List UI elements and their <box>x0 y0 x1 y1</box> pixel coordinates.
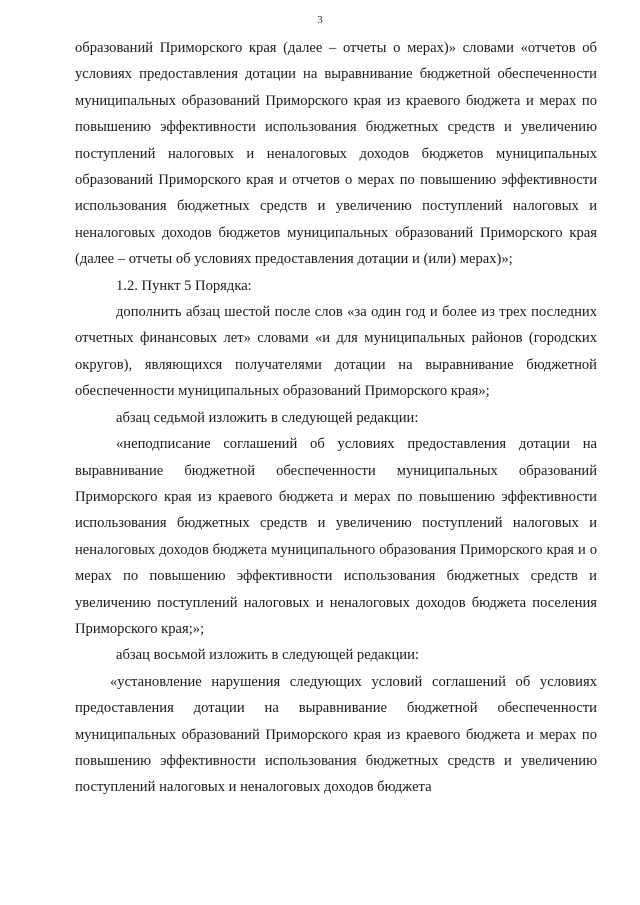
paragraph-eighth-text: «установление нарушения следующих условий соглашений об условиях предоставления дотации на выравнивание бюджетной обеспеченности муниципальных образований Приморского края из краевого бюджета и мерах по повышению эффективности использования бюджетных средств и увеличению поступлений налоговых и неналоговых доходов бюджета <box>75 673 597 796</box>
paragraph-item-1-2: 1.2. Пункт 5 Порядка: <box>116 277 252 294</box>
document-body <box>75 35 597 801</box>
paragraph-continuation: образований Приморского края (далее – отчеты о мерах)» словами «отчетов об условиях предоставления дотации на выравнивание бюджетной обеспеченности муниципальных образований Приморского края из краевого бюджета и мерах по повышению эффективности использования бюджетных средств и увеличению поступлений налоговых и неналоговых доходов бюджетов муниципальных образований Приморского края и отчетов о мерах по повышению эффективности использования бюджетных средств и увеличению поступлений налоговых и неналоговых доходов бюджетов муниципальных образований Приморского края (далее – отчеты об условиях предоставления дотации и (или) мерах)»; <box>75 40 597 268</box>
paragraph-supplement-sixth: дополнить абзац шестой после слов «за один год и более из трех последних отчетных финансовых лет» словами «и для муниципальных районов (городских округов), являющихся получателями дотации на выравнивание бюджетной обеспеченности муниципальных образований Приморского края»; <box>75 304 597 400</box>
paragraph-eighth-intro: абзац восьмой изложить в следующей редакции: <box>116 647 419 664</box>
paragraph-seventh-intro: абзац седьмой изложить в следующей редакции: <box>116 409 419 426</box>
paragraph-seventh-text: «неподписание соглашений об условиях предоставления дотации на выравнивание бюджетной обеспеченности муниципальных образований Приморского края из краевого бюджета и мерах по повышению эффективности использования бюджетных средств и увеличению поступлений налоговых и неналоговых доходов бюджета муниципального образования Приморского края и о мерах по повышению эффективности использования бюджетных средств и увеличению поступлений налоговых и неналоговых доходов бюджета поселения Приморского края;»; <box>75 436 597 637</box>
page-number: 3 <box>317 14 323 26</box>
